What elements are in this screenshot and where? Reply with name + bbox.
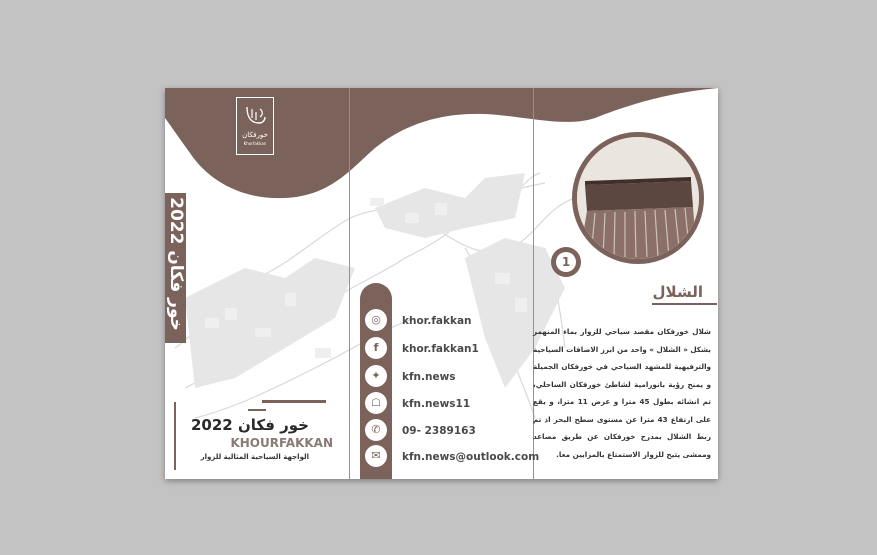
vertical-title: خور فكان 2022	[166, 197, 186, 331]
contact-twitter[interactable]: kfn.news	[402, 371, 456, 383]
decorative-line	[248, 409, 266, 411]
facebook-icon[interactable]: f	[365, 337, 387, 359]
feature-title: الشلال	[652, 283, 703, 301]
khorfakkan-logo	[236, 97, 274, 155]
feature-description: شلال خورفكان مقصد سياحي للزوار بماء المنهمر بشكل « الشلال » واحد من ابرز الاضافات السياحية والترفيهية للمشهد السياحي في خورفكان الجميلة و يمنح رؤية بانورامية لشاطئ خورفكان الساحلي، تم انشائه بطول 45 مترا و عرض 11 مترا، و يقع على ارتفاع 43 مترا عن مستوى سطح البحر اذ تم ربط الشلال بمدرج خورفكان عن طريق مصاعد وممشى يتيح للزوار الاستمتاع بالمزايين معا.	[533, 327, 712, 459]
cover-english-title: KHOURFAKKAN	[230, 436, 333, 450]
contact-instagram[interactable]: khor.fakkan	[402, 315, 472, 327]
contact-facebook[interactable]: khor.fakkan1	[402, 343, 479, 355]
cover-title: خور فكان 2022	[190, 416, 309, 434]
khorfakkan-crest-icon	[243, 103, 267, 127]
contact-email[interactable]: kfn.news@outlook.com	[402, 451, 540, 463]
waterfall-illustration	[577, 137, 699, 259]
feature-number-badge: 1	[551, 247, 581, 277]
contact-snapchat[interactable]: kfn.news11	[402, 398, 471, 410]
contact-phone[interactable]: 09- 2389163	[402, 425, 476, 437]
decorative-line	[262, 400, 326, 403]
email-icon[interactable]: ✉	[365, 445, 387, 467]
twitter-icon[interactable]: ✦	[365, 365, 387, 387]
fold-line	[349, 88, 350, 479]
instagram-icon[interactable]: ◎	[365, 309, 387, 331]
logo-arabic-text: خورفكان	[242, 131, 268, 139]
logo-english-text: Khorfakkan	[243, 141, 267, 146]
phone-icon[interactable]: ✆	[365, 419, 387, 441]
feature-title-underline	[652, 303, 717, 305]
cover-subtitle: الواجهة السياحية المثالية للزوار	[200, 453, 309, 461]
decorative-line	[174, 402, 176, 470]
waterfall-photo	[572, 132, 704, 264]
brochure-sheet	[165, 88, 718, 479]
snapchat-icon[interactable]: ☖	[365, 392, 387, 414]
